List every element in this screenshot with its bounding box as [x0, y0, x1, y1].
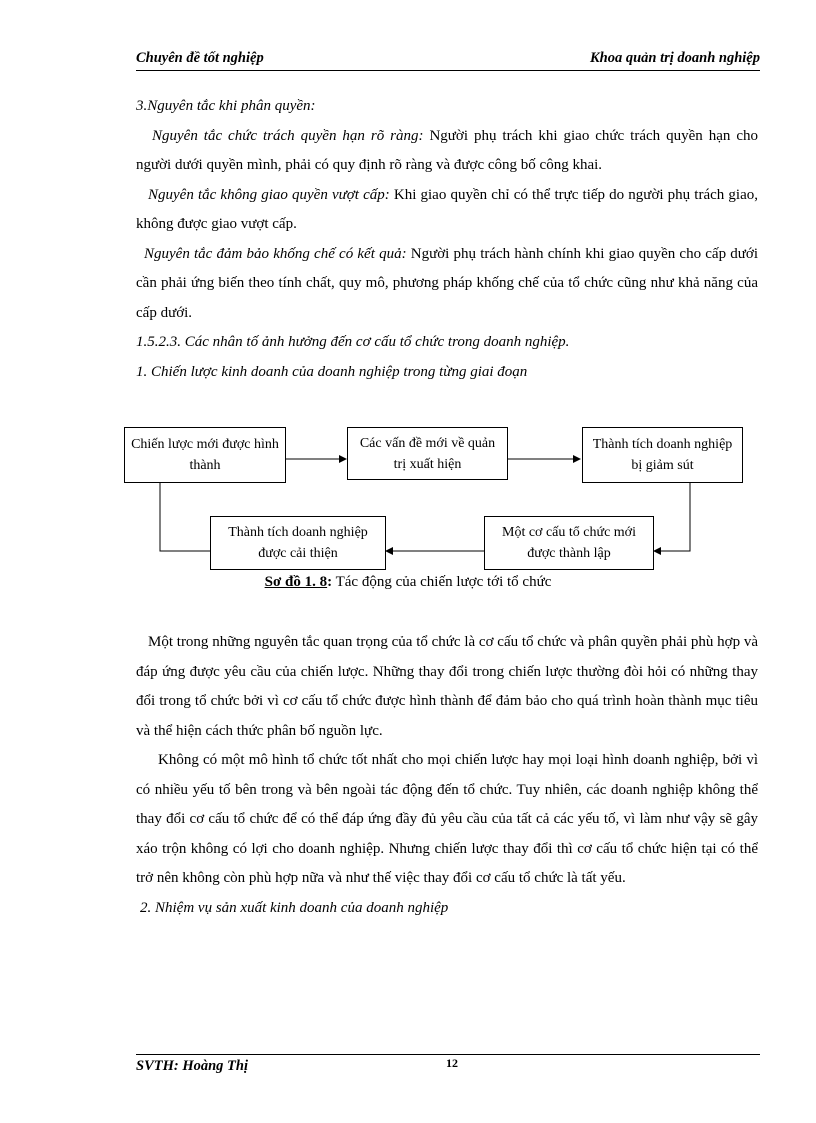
paragraph-text: Khi giao quyền chỉ có thể trực tiếp do người phụ trách giao, không được giao vượt cấp.	[136, 186, 758, 232]
caption-label: Sơ đồ 1. 8	[264, 574, 328, 590]
paragraph-text: Người phụ trách hành chính khi giao quyền cho cấp dưới cần phải ứng biến theo tính chất, quy mô, phương pháp khống chế của tổ chức cũng như khả năng của cấp dưới.	[136, 245, 758, 321]
footer-rule	[136, 1054, 760, 1055]
list-item-heading: 2. Nhiệm vụ sản xuất kinh doanh của doanh nghiệp	[140, 899, 449, 916]
diagram-box-performance-improves: Thành tích doanh nghiệp được cải thiện	[210, 516, 386, 570]
subheading: 1.5.2.3. Các nhân tố ảnh hưởng đến cơ cấu tổ chức trong doanh nghiệp.	[136, 334, 570, 350]
list-item-heading: 1. Chiến lược kinh doanh của doanh nghiệp trong từng giai đoạn	[136, 363, 528, 380]
paragraph-lead: Nguyên tắc đảm bảo khống chế có kết quả:	[144, 245, 407, 262]
paragraph: Một trong những nguyên tắc quan trọng của tổ chức là cơ cấu tổ chức và phân quyền phải phù hợp và đáp ứng được yêu cầu của chiến lược. Những thay đổi trong chiến lược thường đòi hỏi có những thay đổi trong tổ chức bởi vì cơ cấu tổ chức được hình thành để đảm bảo cho quá trình hoàn thành mục tiêu và thể hiện cách thức phân bố nguồn lực.	[136, 634, 758, 739]
paragraph-text: Người phụ trách khi giao chức trách quyền hạn cho người dưới quyền mình, phải có quy định rõ ràng và được công bố công khai.	[136, 127, 758, 173]
diagram-box-new-structure: Một cơ cấu tổ chức mới được thành lập	[484, 516, 654, 570]
paragraph: Không có một mô hình tổ chức tốt nhất cho mọi chiến lược hay mọi loại hình doanh nghiệp, bởi vì có nhiều yếu tố bên trong và bên ngoài tác động đến tổ chức. Tuy nhiên, các doanh nghiệp không thể thay đổi cơ cấu tổ chức để có thể đáp ứng đầy đủ yêu cầu của tất cả các yếu tố, vì làm như vậy sẽ gây xáo trộn không có lợi cho doanh nghiệp. Nhưng chiến lược thay đổi thì cơ cấu tổ chức hiện tại có thể trở nên không còn phù hợp nữa và như thế việc thay đổi cơ cấu tổ chức là tất yếu.	[136, 752, 758, 886]
lower-content	[136, 628, 758, 923]
footer-author: SVTH: Hoàng Thị	[136, 1058, 248, 1074]
header-right: Khoa quản trị doanh nghiệp	[589, 50, 760, 66]
arrow-3-4	[654, 483, 690, 551]
paragraph-lead: Nguyên tắc chức trách quyền hạn rõ ràng:	[152, 127, 424, 144]
diagram-box-new-problems: Các vấn đề mới về quản trị xuất hiện	[347, 427, 508, 480]
section-title: 3.Nguyên tắc khi phân quyền:	[136, 98, 316, 114]
caption-text: Tác động của chiến lược tới tổ chức	[332, 574, 552, 590]
paragraph	[136, 240, 758, 329]
paragraph	[136, 181, 758, 240]
header-left: Chuyên đề tốt nghiệp	[136, 50, 264, 66]
page-header	[136, 48, 760, 71]
paragraph	[136, 122, 758, 181]
page-number: 12	[446, 1056, 458, 1070]
diagram-caption	[0, 574, 816, 591]
paragraph-lead: Nguyên tắc không giao quyền vượt cấp:	[148, 186, 390, 203]
arrow-5-1	[160, 483, 210, 551]
caption-colon: :	[327, 574, 333, 590]
diagram-box-new-strategy: Chiến lược mới được hình thành	[124, 427, 286, 483]
upper-content	[136, 92, 758, 387]
diagram-box-performance-declines: Thành tích doanh nghiệp bị giảm sút	[582, 427, 743, 483]
